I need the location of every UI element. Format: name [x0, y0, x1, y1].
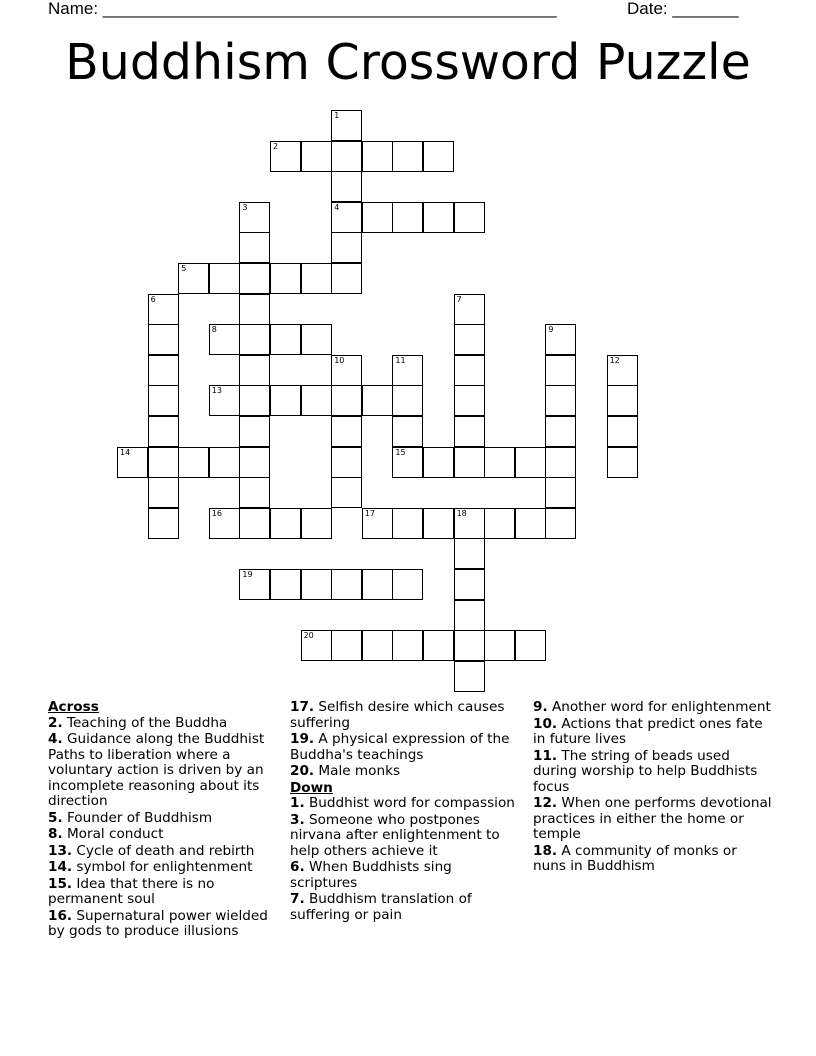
grid-cell[interactable]: [454, 447, 485, 478]
grid-cell[interactable]: [362, 385, 393, 416]
down-heading: Down: [290, 779, 333, 796]
grid-cell[interactable]: [148, 355, 179, 386]
clue-text: Guidance along the Buddhist Paths to liberation where a voluntary action is driven by an incomplete reasoning about its direction: [48, 731, 265, 809]
clue-number: 19: [242, 570, 253, 579]
clue-item: [290, 796, 522, 812]
grid-cell[interactable]: [270, 569, 301, 600]
clue-number-label: 20.: [290, 763, 315, 779]
clue-number-label: 15.: [48, 875, 73, 892]
clue-item: [290, 732, 522, 763]
grid-cell[interactable]: [239, 232, 270, 263]
clue-number-label: 17.: [290, 699, 315, 715]
clue-number: 10: [334, 355, 345, 365]
grid-cell[interactable]: [423, 447, 454, 478]
grid-cell[interactable]: [392, 447, 423, 478]
clue-number-label: 7.: [290, 891, 305, 907]
grid-cell[interactable]: [423, 630, 454, 661]
clue-number: 11: [395, 355, 406, 365]
clue-item: [290, 892, 522, 923]
grid-cell[interactable]: [454, 385, 485, 416]
grid-cell[interactable]: [331, 263, 362, 294]
grid-cell[interactable]: [484, 447, 515, 478]
grid-cell[interactable]: [331, 569, 362, 600]
grid-cell[interactable]: [331, 141, 362, 172]
grid-cell[interactable]: [454, 661, 485, 692]
grid-cell[interactable]: [454, 600, 485, 631]
grid-cell[interactable]: [270, 324, 301, 355]
grid-cell[interactable]: [239, 324, 270, 355]
clue-number: 7: [456, 294, 462, 304]
grid-cell[interactable]: [484, 630, 515, 661]
clue-number: 15: [395, 447, 406, 457]
grid-cell[interactable]: [545, 385, 576, 416]
grid-cell[interactable]: [331, 171, 362, 202]
grid-cell[interactable]: [239, 202, 270, 233]
clue-number: 20: [303, 631, 314, 641]
grid-cell[interactable]: [331, 416, 362, 447]
across-heading: Across: [48, 699, 99, 715]
clue-number: 13: [211, 386, 222, 396]
grid-cell[interactable]: [148, 294, 179, 325]
grid-cell[interactable]: [331, 232, 362, 263]
grid-cell[interactable]: [239, 355, 270, 386]
grid-cell[interactable]: [515, 508, 546, 539]
grid-cell[interactable]: [454, 202, 485, 233]
clue-number: 17: [364, 508, 375, 518]
clue-item: [533, 700, 773, 716]
clue-text: Buddhism translation of suffering or pain: [290, 891, 472, 923]
grid-cell[interactable]: [331, 477, 362, 508]
clue-item: [48, 716, 278, 732]
clue-item: [48, 860, 278, 876]
clue-item: [533, 717, 773, 748]
clue-number-label: 6.: [290, 859, 305, 875]
clue-item: [48, 827, 278, 843]
grid-cell[interactable]: [423, 141, 454, 172]
grid-cell[interactable]: [362, 508, 393, 539]
grid-cell[interactable]: [178, 263, 209, 294]
clue-text: Male monks: [314, 763, 401, 779]
clue-item: [290, 700, 522, 731]
grid-cell[interactable]: [423, 508, 454, 539]
grid-cell[interactable]: [209, 263, 240, 294]
grid-cell[interactable]: [178, 447, 209, 478]
clue-number: 12: [609, 355, 620, 365]
clue-number-label: 18.: [533, 842, 558, 859]
grid-cell[interactable]: [454, 294, 485, 325]
clue-item: [290, 813, 522, 860]
grid-cell[interactable]: [515, 447, 546, 478]
clue-number: 2: [273, 141, 279, 151]
name-field-label: Name: ________________________________________________: [48, 0, 557, 18]
grid-cell[interactable]: [301, 141, 332, 172]
grid-cell[interactable]: [148, 508, 179, 539]
grid-cell[interactable]: [545, 447, 576, 478]
clue-item: [48, 877, 278, 908]
grid-cell[interactable]: [607, 416, 638, 447]
clue-text: When Buddhists sing scriptures: [290, 859, 452, 891]
clue-text: Buddhist word for compassion: [304, 795, 515, 811]
clue-number-label: 3.: [290, 811, 305, 828]
clue-column-2: [290, 700, 522, 924]
grid-cell[interactable]: [454, 569, 485, 600]
clue-text: Teaching of the Buddha: [62, 714, 228, 731]
grid-cell[interactable]: [331, 385, 362, 416]
clue-number-label: 16.: [48, 907, 73, 924]
clue-number-label: 4.: [48, 731, 63, 747]
grid-cell[interactable]: [209, 508, 240, 539]
grid-cell[interactable]: [301, 569, 332, 600]
clue-number: 3: [242, 202, 248, 212]
grid-cell[interactable]: [362, 202, 393, 233]
clue-text: Founder of Buddhism: [62, 809, 213, 826]
grid-cell[interactable]: [270, 263, 301, 294]
clue-text: symbol for enlightenment: [72, 859, 253, 875]
grid-cell[interactable]: [484, 508, 515, 539]
grid-cell[interactable]: [423, 202, 454, 233]
grid-cell[interactable]: [239, 385, 270, 416]
clue-column-3: [533, 700, 773, 876]
clue-number: 18: [456, 508, 467, 518]
grid-cell[interactable]: [454, 630, 485, 661]
clue-text: Someone who postpones nirvana after enlightenment to help others achieve it: [290, 811, 500, 859]
grid-cell[interactable]: [392, 355, 423, 386]
grid-cell[interactable]: [392, 569, 423, 600]
grid-cell[interactable]: [392, 141, 423, 172]
clue-item: [290, 860, 522, 891]
grid-cell[interactable]: [454, 324, 485, 355]
grid-cell[interactable]: [301, 630, 332, 661]
clue-number-label: 19.: [290, 731, 315, 747]
grid-cell[interactable]: [148, 416, 179, 447]
grid-cell[interactable]: [515, 630, 546, 661]
grid-cell[interactable]: [454, 416, 485, 447]
grid-cell[interactable]: [270, 141, 301, 172]
clue-item: [533, 844, 773, 875]
date-field-label: Date: _______: [627, 0, 739, 18]
grid-cell[interactable]: [209, 385, 240, 416]
grid-cell[interactable]: [392, 385, 423, 416]
clue-text: A physical expression of the Buddha's teachings: [290, 731, 510, 763]
grid-cell[interactable]: [545, 355, 576, 386]
clue-number: 14: [120, 447, 131, 457]
clue-number-label: 14.: [48, 859, 73, 875]
clue-number-label: 8.: [48, 826, 63, 842]
clue-number-label: 12.: [533, 795, 558, 811]
clue-number: 5: [181, 264, 187, 273]
clue-number-label: 11.: [533, 747, 558, 764]
clue-number: 1: [334, 111, 340, 120]
grid-cell[interactable]: [331, 110, 362, 141]
grid-cell[interactable]: [301, 385, 332, 416]
clue-number-label: 1.: [290, 795, 305, 811]
clue-item: [48, 844, 278, 860]
grid-cell[interactable]: [209, 447, 240, 478]
clue-number-label: 5.: [48, 809, 63, 826]
grid-cell[interactable]: [331, 630, 362, 661]
clue-text: Supernatural power wielded by gods to produce illusions: [48, 907, 268, 939]
grid-cell[interactable]: [148, 324, 179, 355]
grid-cell[interactable]: [239, 263, 270, 294]
clue-item: [290, 764, 522, 780]
clue-item: [48, 811, 278, 827]
clue-number-label: 13.: [48, 842, 73, 859]
clue-number-label: 10.: [533, 715, 558, 732]
grid-cell[interactable]: [301, 324, 332, 355]
grid-cell[interactable]: [545, 416, 576, 447]
grid-cell[interactable]: [454, 508, 485, 539]
grid-cell[interactable]: [331, 202, 362, 233]
clue-number: 16: [211, 508, 222, 518]
grid-cell[interactable]: [607, 385, 638, 416]
grid-cell[interactable]: [545, 508, 576, 539]
clue-number-label: 9.: [533, 699, 548, 715]
grid-cell[interactable]: [545, 324, 576, 355]
grid-cell[interactable]: [148, 385, 179, 416]
clue-text: A community of monks or nuns in Buddhism: [533, 842, 737, 874]
grid-cell[interactable]: [362, 141, 393, 172]
grid-cell[interactable]: [454, 355, 485, 386]
clue-item: [533, 749, 773, 796]
clue-number: 6: [150, 294, 156, 304]
clue-text: When one performs devotional practices in either the home or temple: [533, 795, 772, 842]
grid-cell[interactable]: [362, 569, 393, 600]
clue-number: 4: [334, 202, 340, 212]
grid-cell[interactable]: [239, 416, 270, 447]
grid-cell[interactable]: [239, 508, 270, 539]
grid-cell[interactable]: [607, 355, 638, 386]
clue-item: [48, 732, 278, 810]
grid-cell[interactable]: [392, 630, 423, 661]
grid-cell[interactable]: [392, 508, 423, 539]
grid-cell[interactable]: [545, 477, 576, 508]
clue-text: The string of beads used during worship to help Buddhists focus: [533, 747, 758, 795]
grid-cell[interactable]: [301, 508, 332, 539]
grid-cell[interactable]: [148, 477, 179, 508]
grid-cell[interactable]: [392, 202, 423, 233]
clue-column-1: [48, 700, 278, 941]
grid-cell[interactable]: [362, 630, 393, 661]
grid-cell[interactable]: [117, 447, 148, 478]
grid-cell[interactable]: [239, 569, 270, 600]
grid-cell[interactable]: [454, 538, 485, 569]
clue-number: 9: [548, 325, 554, 335]
clue-text: Cycle of death and rebirth: [72, 842, 255, 859]
clue-item: [48, 909, 278, 940]
clue-text: Another word for enlightenment: [547, 699, 771, 715]
clue-number: 8: [211, 325, 217, 335]
clue-item: [533, 796, 773, 843]
grid-cell[interactable]: [148, 447, 179, 478]
grid-cell[interactable]: [209, 324, 240, 355]
clue-text: Moral conduct: [62, 826, 164, 842]
grid-cell[interactable]: [239, 294, 270, 325]
page-title: Buddhism Crossword Puzzle: [65, 34, 751, 91]
grid-cell[interactable]: [270, 508, 301, 539]
grid-cell[interactable]: [331, 447, 362, 478]
clue-text: Idea that there is no permanent soul: [48, 875, 215, 907]
grid-cell[interactable]: [301, 263, 332, 294]
grid-cell[interactable]: [239, 477, 270, 508]
grid-cell[interactable]: [239, 447, 270, 478]
grid-cell[interactable]: [331, 355, 362, 386]
clue-text: Selfish desire which causes suffering: [290, 699, 505, 731]
grid-cell[interactable]: [270, 385, 301, 416]
clue-text: Actions that predict ones fate in future lives: [533, 715, 763, 747]
grid-cell[interactable]: [607, 447, 638, 478]
grid-cell[interactable]: [392, 416, 423, 447]
clue-number-label: 2.: [48, 714, 63, 731]
